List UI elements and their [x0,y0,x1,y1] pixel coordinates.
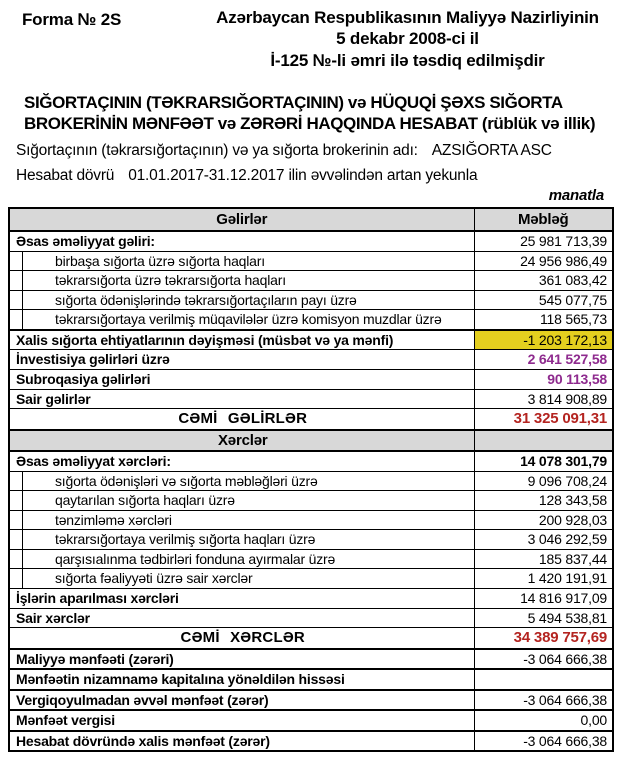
table-row [9,710,613,731]
table-row [9,290,613,310]
row-label: təkrarsığorta üzrə təkrarsığorta haqları [9,271,474,291]
approval-block [207,7,610,71]
row-value: 128 343,58 [474,491,613,511]
row-value: 361 083,42 [474,271,613,291]
table-row [9,310,613,330]
table-row [9,330,613,350]
row-label: Sair xərclər [9,608,474,628]
table-row [9,690,613,711]
document-header [0,0,620,71]
period-value: 01.01.2017-31.12.2017 ilin əvvəlindən artan yekunla [128,166,478,184]
row-value: -3 064 666,38 [474,690,613,711]
row-value: 200 928,03 [474,510,613,530]
row-value: 34 389 757,69 [474,628,613,649]
table-row [9,589,613,609]
row-label: birbaşa sığorta üzrə sığorta haqları [9,251,474,271]
row-label: Mənfəətin nizamnamə kapitalına yönəldilən hissəsi [9,669,474,690]
row-value: 9 096 708,24 [474,471,613,491]
table-row [9,251,613,271]
table-row [9,608,613,628]
table-row [9,669,613,690]
row-label: Əsas əməliyyat xərcləri: [9,451,474,471]
row-label: sığorta ödənişlərində təkrarsığortaçıların payı üzrə [9,290,474,310]
table-row [9,389,613,409]
row-value: 14 078 301,79 [474,451,613,471]
row-value: 545 077,75 [474,290,613,310]
table-row [9,569,613,589]
row-value: 25 981 713,39 [474,231,613,251]
table-row [9,409,613,430]
row-label: tənzimləmə xərcləri [9,510,474,530]
row-label: Maliyyə mənfəəti (zərəri) [9,649,474,670]
insurer-name: AZSIĞORTA ASC [431,141,552,159]
table-row [9,451,613,471]
row-label: Xərclər [9,430,474,452]
column-header-amount: Məbləğ [474,208,613,232]
approval-line-3: İ-125 №-li əmri ilə təsdiq edilmişdir [270,50,545,70]
row-value: 14 816 917,09 [474,589,613,609]
row-value: 3 814 908,89 [474,389,613,409]
row-label: Xalis sığorta ehtiyatlarının dəyişməsi (müsbət və ya mənfi) [9,330,474,350]
row-value: 5 494 538,81 [474,608,613,628]
row-value: -1 203 172,13 [474,330,613,350]
table-row [9,549,613,569]
row-value [474,430,613,452]
form-number: Forma № 2S [22,10,122,29]
period-label: Hesabat dövrü [16,166,115,184]
row-value: 0,00 [474,710,613,731]
report-table-body [9,231,613,751]
row-label: İşlərin aparılması xərcləri [9,589,474,609]
row-value: 24 956 986,49 [474,251,613,271]
table-row [9,491,613,511]
row-value: 1 420 191,91 [474,569,613,589]
row-value: 31 325 091,31 [474,409,613,430]
approval-line-1: Azərbaycan Respublikasının Maliyyə Nazirliyinin [216,8,599,27]
row-value: 185 837,44 [474,549,613,569]
row-label: Əsas əməliyyat gəliri: [9,231,474,251]
row-label: təkrarsığortaya verilmiş müqavilələr üzrə komisyon muzdlar üzrə [9,310,474,330]
row-label: qarşısıalınma tədbirləri fonduna ayırmalar üzrə [9,549,474,569]
table-row [9,369,613,389]
table-row [9,471,613,491]
row-label: İnvestisiya gəlirləri üzrə [9,350,474,370]
currency-note: manatla [548,186,604,204]
row-label: Mənfəət vergisi [9,710,474,731]
row-value: 90 113,58 [474,369,613,389]
table-row [9,271,613,291]
row-label: Sair gəlirlər [9,389,474,409]
row-label: CƏMİ XƏRCLƏR [9,628,474,649]
row-label: qaytarılan sığorta haqları üzrə [9,491,474,511]
row-label: sığorta ödənişləri və sığorta məbləğləri üzrə [9,471,474,491]
row-label: sığorta fəaliyyəti üzrə sair xərclər [9,569,474,589]
table-row [9,231,613,251]
row-value: -3 064 666,38 [474,649,613,670]
insurer-label: Sığortaçının (təkrarsığortaçının) və ya sığorta brokerinin adı: [16,141,418,159]
section-header-row [9,430,613,452]
table-row [9,628,613,649]
table-row [9,530,613,550]
row-label: CƏMİ GƏLİRLƏR [9,409,474,430]
row-value: 3 046 292,59 [474,530,613,550]
insurer-line [16,142,610,160]
table-row [9,649,613,670]
period-line [16,167,610,185]
row-label: təkrarsığortaya verilmiş sığorta haqları üzrə [9,530,474,550]
row-value: 118 565,73 [474,310,613,330]
approval-line-2: 5 dekabr 2008-ci il [336,29,479,49]
row-value: -3 064 666,38 [474,731,613,752]
row-value [474,669,613,690]
row-label: Hesabat dövründə xalis mənfəət (zərər) [9,731,474,752]
report-title: SIĞORTAÇININ (TƏKRARSIĞORTAÇININ) və HÜQUQİ ŞƏXS SIĞORTA BROKERİNİN MƏNFƏƏT və ZƏRƏRİ HAQQINDA HESABAT (rüblük və illik) [24,93,596,133]
row-label: Subroqasiya gəlirləri [9,369,474,389]
row-value: 2 641 527,58 [474,350,613,370]
column-header-row [9,208,613,232]
table-row [9,731,613,752]
table-row [9,350,613,370]
report-table [8,207,614,753]
row-label: Vergiqoyulmadan əvvəl mənfəət (zərər) [9,690,474,711]
table-row [9,510,613,530]
column-header-income: Gəlirlər [9,208,474,232]
